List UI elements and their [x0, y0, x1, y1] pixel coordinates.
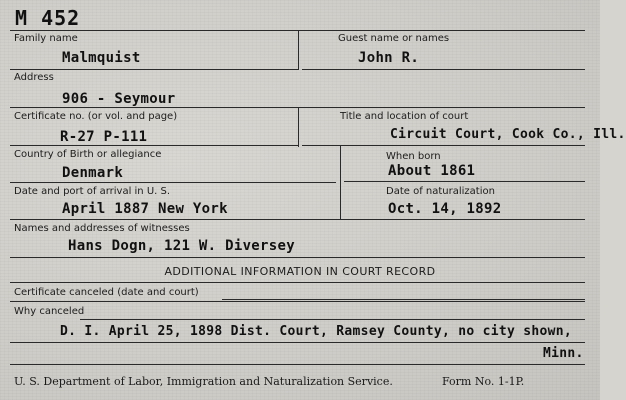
- naturalization-date-label: Date of naturalization: [386, 186, 495, 197]
- family-name-label: Family name: [14, 33, 78, 44]
- divider: [222, 299, 585, 300]
- divider: [302, 69, 585, 70]
- guest-name-value: John R.: [358, 50, 420, 66]
- address-label: Address: [14, 72, 54, 83]
- card-id: M 452: [15, 6, 81, 30]
- divider: [10, 282, 585, 283]
- certificate-label: Certificate no. (or vol. and page): [14, 111, 178, 122]
- divider: [80, 319, 585, 320]
- divider: [10, 364, 585, 365]
- country-label: Country of Birth or allegiance: [14, 149, 162, 160]
- divider: [298, 30, 299, 70]
- divider: [10, 145, 298, 146]
- divider: [10, 182, 336, 183]
- why-canceled-line1: D. I. April 25, 1898 Dist. Court, Ramsey County, no city shown,: [60, 324, 572, 339]
- divider: [10, 257, 585, 258]
- guest-name-label: Guest name or names: [338, 33, 450, 44]
- arrival-value: April 1887 New York: [62, 201, 228, 217]
- witnesses-label: Names and addresses of witnesses: [14, 223, 190, 234]
- court-label: Title and location of court: [340, 111, 469, 122]
- footer-form-number: Form No. 1-1P.: [442, 375, 525, 388]
- why-canceled-line2: Minn.: [543, 346, 584, 361]
- divider: [10, 301, 585, 302]
- court-value: Circuit Court, Cook Co., Ill.: [390, 127, 626, 142]
- footer-agency: U. S. Department of Labor, Immigration and Naturalization Service.: [14, 375, 393, 388]
- family-name-value: Malmquist: [62, 50, 141, 66]
- cert-canceled-label: Certificate canceled (date and court): [14, 287, 199, 298]
- additional-info-header: ADDITIONAL INFORMATION IN COURT RECORD: [164, 265, 436, 278]
- divider: [302, 145, 585, 146]
- address-value: 906 - Seymour: [62, 91, 176, 107]
- when-born-value: About 1861: [388, 163, 476, 179]
- divider: [340, 145, 341, 220]
- country-value: Denmark: [62, 165, 124, 181]
- divider: [298, 107, 299, 147]
- witnesses-value: Hans Dogn, 121 W. Diversey: [68, 238, 295, 254]
- divider: [10, 69, 298, 70]
- divider: [10, 342, 585, 343]
- when-born-label: When born: [386, 151, 441, 162]
- divider: [344, 181, 585, 182]
- why-canceled-label: Why canceled: [14, 306, 85, 317]
- arrival-label: Date and port of arrival in U. S.: [14, 186, 171, 197]
- divider: [10, 219, 585, 220]
- naturalization-date-value: Oct. 14, 1892: [388, 201, 502, 217]
- certificate-value: R-27 P-111: [60, 129, 148, 145]
